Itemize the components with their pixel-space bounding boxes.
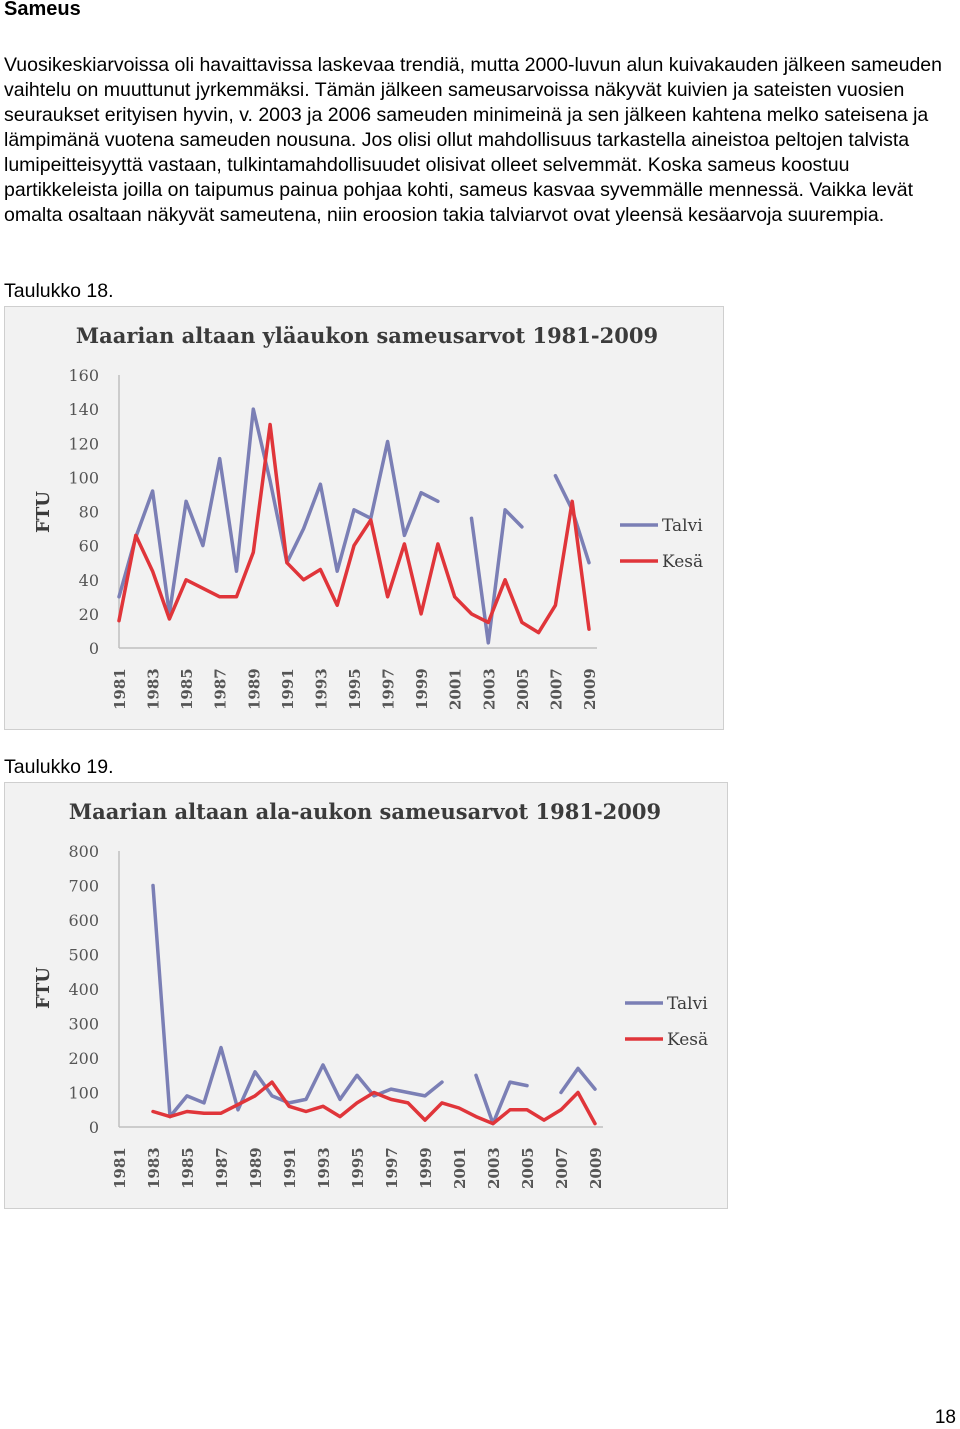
x-tick-label: 2003 xyxy=(480,668,499,710)
legend-label-talvi: Talvi xyxy=(662,516,703,536)
x-tick-label: 1993 xyxy=(312,668,331,710)
x-tick-label: 2005 xyxy=(519,1147,537,1189)
y-tick-label: 800 xyxy=(68,842,99,861)
x-tick-label: 1989 xyxy=(245,668,264,710)
series-line-kesä xyxy=(119,425,589,633)
chart-title: Maarian altaan yläaukon sameusarvot 1981-2009 xyxy=(75,323,659,348)
y-tick-label: 60 xyxy=(78,536,99,556)
y-axis-label: FTU xyxy=(33,967,54,1009)
y-tick-label: 100 xyxy=(68,1083,99,1103)
x-tick-label: 1989 xyxy=(247,1147,265,1189)
legend-label-talvi: Talvi xyxy=(667,994,708,1014)
x-tick-label: 1987 xyxy=(211,668,230,710)
section-heading: Sameus xyxy=(4,0,81,20)
y-tick-label: 600 xyxy=(68,911,99,930)
y-axis-label: FTU xyxy=(33,491,54,533)
x-tick-label: 1985 xyxy=(179,1147,197,1189)
x-tick-label: 1981 xyxy=(111,1147,129,1189)
legend-label-kesä: Kesä xyxy=(667,1030,709,1050)
y-tick-label: 200 xyxy=(68,1049,99,1068)
table-caption-19: Taulukko 19. xyxy=(4,756,114,778)
x-tick-label: 1995 xyxy=(346,668,364,710)
chart-19-svg xyxy=(5,783,727,1208)
x-tick-label: 1999 xyxy=(413,668,432,710)
series-line-talvi xyxy=(561,1068,595,1092)
y-tick-label: 0 xyxy=(88,639,99,658)
x-tick-label: 1995 xyxy=(349,1147,367,1189)
x-tick-label: 2001 xyxy=(446,668,465,710)
x-tick-label: 1993 xyxy=(315,1147,333,1189)
x-tick-label: 2007 xyxy=(553,1147,571,1189)
series-line-talvi xyxy=(472,510,522,643)
y-tick-label: 300 xyxy=(68,1014,99,1034)
series-line-talvi xyxy=(153,886,442,1117)
x-tick-label: 1985 xyxy=(178,668,197,710)
x-tick-label: 2003 xyxy=(485,1147,503,1189)
y-tick-label: 500 xyxy=(68,945,99,965)
x-tick-label: 1991 xyxy=(278,668,297,710)
y-tick-label: 0 xyxy=(88,1118,99,1137)
chart-18-svg xyxy=(5,307,723,729)
x-tick-label: 1987 xyxy=(213,1147,231,1189)
x-tick-label: 1983 xyxy=(144,668,163,710)
x-tick-label: 1991 xyxy=(281,1147,299,1189)
y-tick-label: 140 xyxy=(68,400,99,420)
x-tick-label: 2009 xyxy=(587,1147,605,1189)
x-tick-label: 1997 xyxy=(383,1147,401,1189)
page-number: 18 xyxy=(934,1407,956,1428)
y-tick-label: 400 xyxy=(68,980,99,999)
y-tick-label: 40 xyxy=(78,570,99,590)
x-tick-label: 1981 xyxy=(111,668,129,710)
y-tick-label: 20 xyxy=(78,604,99,624)
body-paragraph: Vuosikeskiarvoissa oli havaittavissa laskevaa trendiä, mutta 2000-luvun alun kuivakauden jälkeen sameuden vaihtelu on muuttunut jyrkemmäksi. Tämän jälkeen sameusarvoissa näkyvät kuivien ja sateisten vuosien seuraukset erityisen hyvin, v. 2003 ja 2006 sameuden minimeinä ja sen jälkeen kahtena melko sateisena ja lämpimänä vuotena sameuden nousuna. Jos olisi ollut mahdollisuus tarkastella aineistoa peltojen talvista lumipeitteisyyttä vastaan, tulkintamahdollisuudet olisivat olleet selvemmät. Koska sameus koostuu partikkeleista joilla on taipumus painua pohjaa kohti, sameus kasvaa syvemmälle mennessä. Vaikka levät omalta osaltaan näkyvät sameutena, niin eroosion takia talviarvot ovat yleensä kesäarvoja suurempia. xyxy=(4,54,942,226)
y-tick-label: 120 xyxy=(68,434,99,454)
x-tick-label: 2009 xyxy=(581,668,599,710)
x-tick-label: 2005 xyxy=(513,668,532,710)
series-line-kesä xyxy=(153,1082,595,1124)
chart-18 xyxy=(4,306,724,730)
x-tick-label: 1999 xyxy=(417,1147,435,1189)
y-tick-label: 160 xyxy=(68,366,99,385)
table-caption-18: Taulukko 18. xyxy=(4,280,114,302)
y-tick-label: 80 xyxy=(78,502,99,522)
y-tick-label: 700 xyxy=(68,876,99,896)
series-line-talvi xyxy=(119,409,438,614)
x-tick-label: 1983 xyxy=(145,1147,163,1189)
x-tick-label: 1997 xyxy=(379,668,398,710)
legend-label-kesä: Kesä xyxy=(662,552,704,572)
series-line-talvi xyxy=(555,476,589,563)
x-tick-label: 2001 xyxy=(451,1147,469,1189)
y-tick-label: 100 xyxy=(68,468,99,488)
chart-title: Maarian altaan ala-aukon sameusarvot 1981-2009 xyxy=(68,799,662,824)
chart-19 xyxy=(4,782,728,1209)
x-tick-label: 2007 xyxy=(547,668,566,710)
